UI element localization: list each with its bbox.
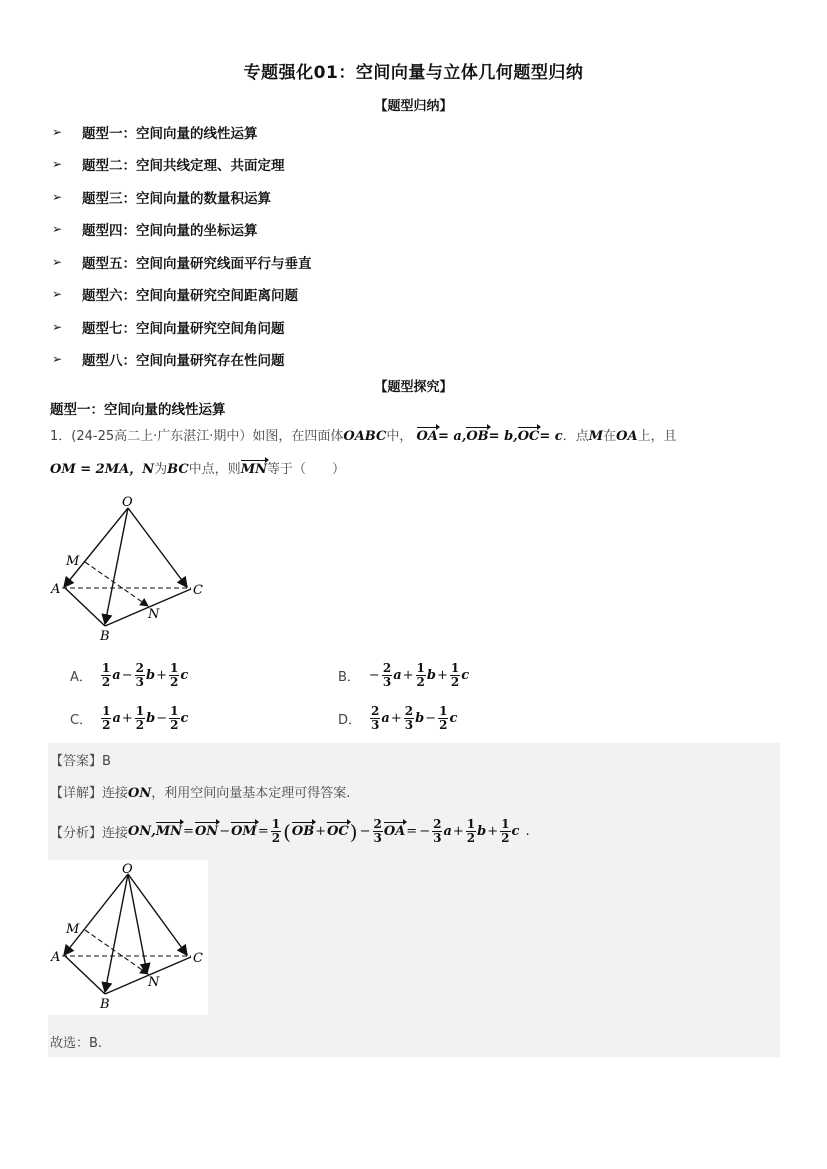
option-b[interactable]: B． − $\frac{2}{3}$ a + $\frac{1}{2}$ b + $\frac{1}{2}$ c xyxy=(338,661,470,689)
arrow-bullet-icon: ➢ xyxy=(52,125,63,139)
edge-oa xyxy=(64,508,128,587)
question-type-heading: 题型一：空间向量的线性运算 xyxy=(50,402,226,418)
toc-item: ➢ 题型四：空间向量的坐标运算 xyxy=(52,222,258,239)
conclusion-line: 故选：B. xyxy=(50,1036,103,1051)
edge-oc xyxy=(128,508,187,587)
label-n: N xyxy=(148,607,160,622)
label-m: M xyxy=(66,922,80,937)
arrow-bullet-icon: ➢ xyxy=(52,255,63,269)
label-a: A xyxy=(51,950,61,965)
section-explore-heading: 【题型探究】 xyxy=(374,380,453,395)
option-d[interactable]: D． $\frac{2}{3}$ a + $\frac{2}{3}$ b − $\frac{1}{2}$ c xyxy=(338,704,458,732)
label-a: A xyxy=(51,582,61,597)
arrow-bullet-icon: ➢ xyxy=(52,157,63,171)
question-line-1: 1．(24-25高二上·广东湛江·期中）如图，在四面体OABC中， OA= a,OB= b,OC= c．点M在OA上，且 xyxy=(50,429,677,444)
toc-item: ➢ 题型八：空间向量研究存在性问题 xyxy=(52,352,285,369)
section-summary-heading: 【题型归纳】 xyxy=(374,99,453,114)
arrow-bullet-icon: ➢ xyxy=(52,287,63,301)
toc-item: ➢ 题型七：空间向量研究空间角问题 xyxy=(52,320,285,337)
arrow-bullet-icon: ➢ xyxy=(52,352,63,366)
toc-item: ➢ 题型三：空间向量的数量积运算 xyxy=(52,190,271,207)
label-b: B xyxy=(100,629,110,644)
tetrahedron-figure xyxy=(48,490,218,645)
label-b: B xyxy=(100,997,110,1012)
edge-ob xyxy=(105,508,128,624)
detail-line: 【详解】连接ON，利用空间向量基本定理可得答案. xyxy=(50,786,351,801)
edge-ab xyxy=(64,587,105,626)
analysis-line: 【分析】 连接 ON , MN = ON − OM = $\frac{1}{2}$ ( OB + OC ) − $\frac{2}{3}$ OA = − $\frac{2}{3}$ a + $\frac{1}{2}$ b + $\frac{1}{2}$ c . xyxy=(50,817,530,845)
label-m: M xyxy=(66,554,80,569)
option-c[interactable]: C． $\frac{1}{2}$ a + $\frac{1}{2}$ b − $\frac{1}{2}$ c xyxy=(70,704,189,732)
label-c: C xyxy=(193,583,203,598)
arrow-bullet-icon: ➢ xyxy=(52,190,63,204)
tetrahedron-solution-figure xyxy=(48,860,208,1015)
arrow-bullet-icon: ➢ xyxy=(52,222,63,236)
label-o: O xyxy=(122,495,133,510)
label-n: N xyxy=(148,975,160,990)
toc-item: ➢ 题型五：空间向量研究线面平行与垂直 xyxy=(52,255,312,272)
toc-item: ➢ 题型六：空间向量研究空间距离问题 xyxy=(52,287,298,304)
label-c: C xyxy=(193,951,203,966)
arrow-bullet-icon: ➢ xyxy=(52,320,63,334)
answer-line: 【答案】B xyxy=(50,754,111,769)
toc-item: ➢ 题型一：空间向量的线性运算 xyxy=(52,125,258,142)
option-a[interactable]: A． $\frac{1}{2}$ a − $\frac{2}{3}$ b + $\frac{1}{2}$ c xyxy=(70,661,189,689)
page-title: 专题强化01：空间向量与立体几何题型归纳 xyxy=(243,63,584,83)
label-o: O xyxy=(122,862,133,877)
toc-item: ➢ 题型二：空间共线定理、共面定理 xyxy=(52,157,285,174)
question-line-2: OM = 2MA，N为BC中点，则MN等于（ ） xyxy=(50,462,345,477)
